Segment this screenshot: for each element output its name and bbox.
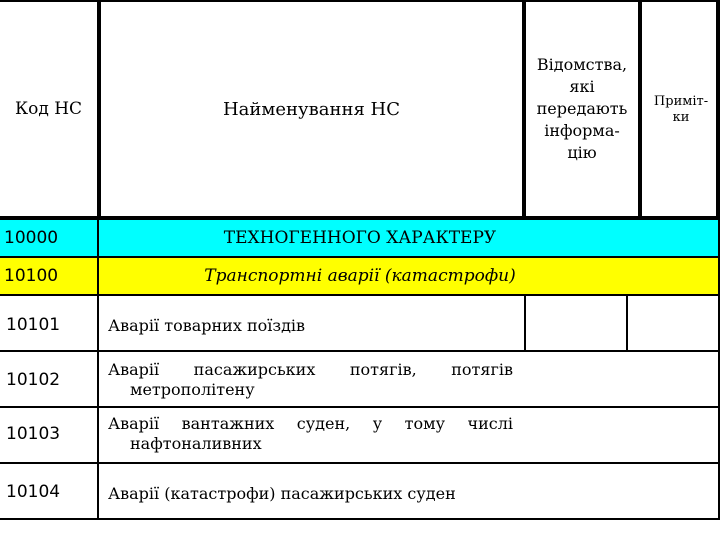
grid-line: [0, 518, 720, 520]
section-title: Транспортні аварії (катастрофи): [204, 266, 516, 286]
header-department-line: інформа-: [544, 121, 620, 140]
grid-line: [0, 294, 720, 296]
grid-line: [97, 296, 99, 520]
header-department-line: передають: [536, 99, 628, 118]
grid-line: [524, 296, 526, 352]
row-name: Аварії (катастрофи) пасажирських суден: [108, 484, 456, 503]
grid-line: [0, 350, 720, 352]
section-code: 10000: [4, 228, 59, 248]
row-code: 10103: [6, 424, 61, 444]
grid-line: [0, 216, 720, 220]
row-name-line: метрополітену: [130, 380, 255, 399]
grid-line: [97, 0, 101, 220]
grid-line: [97, 220, 99, 296]
header-department-line: Відомства,: [536, 55, 628, 74]
grid-line: [638, 0, 642, 220]
header-code-label: Код НС: [14, 99, 83, 119]
header-notes-label: [642, 60, 720, 160]
row-name: [108, 360, 513, 400]
row-code: 10104: [6, 482, 61, 502]
row-code: 10102: [6, 370, 61, 390]
grid-line: [0, 0, 720, 2]
header-department-line: цію: [567, 143, 597, 162]
section-code: 10100: [4, 266, 59, 286]
row-name-line: Аварії вантажних суден, у тому числі: [108, 414, 513, 433]
row-name: Аварії товарних поїздів: [108, 316, 306, 335]
grid-line: [0, 462, 720, 464]
grid-line: [626, 296, 628, 352]
grid-line: [716, 0, 720, 220]
row-name-line: Аварії пасажирських потягів, потягів: [108, 360, 513, 379]
header-notes-line: ки: [672, 110, 690, 125]
section-band-transport: [0, 258, 720, 294]
section-band-technogenic: [0, 220, 720, 256]
header-notes-line: Приміт-: [653, 94, 709, 109]
header-department-label: [526, 2, 638, 216]
section-title: ТЕХНОГЕННОГО ХАРАКТЕРУ: [223, 228, 497, 248]
row-name-line: нафтоналивних: [130, 434, 262, 453]
header-name-label: Найменування НС: [222, 98, 401, 120]
grid-line: [522, 0, 526, 220]
row-name: [108, 414, 513, 454]
header-department-line: які: [569, 77, 595, 96]
row-code: 10101: [6, 315, 61, 335]
grid-line: [0, 406, 720, 408]
grid-line: [0, 256, 720, 258]
